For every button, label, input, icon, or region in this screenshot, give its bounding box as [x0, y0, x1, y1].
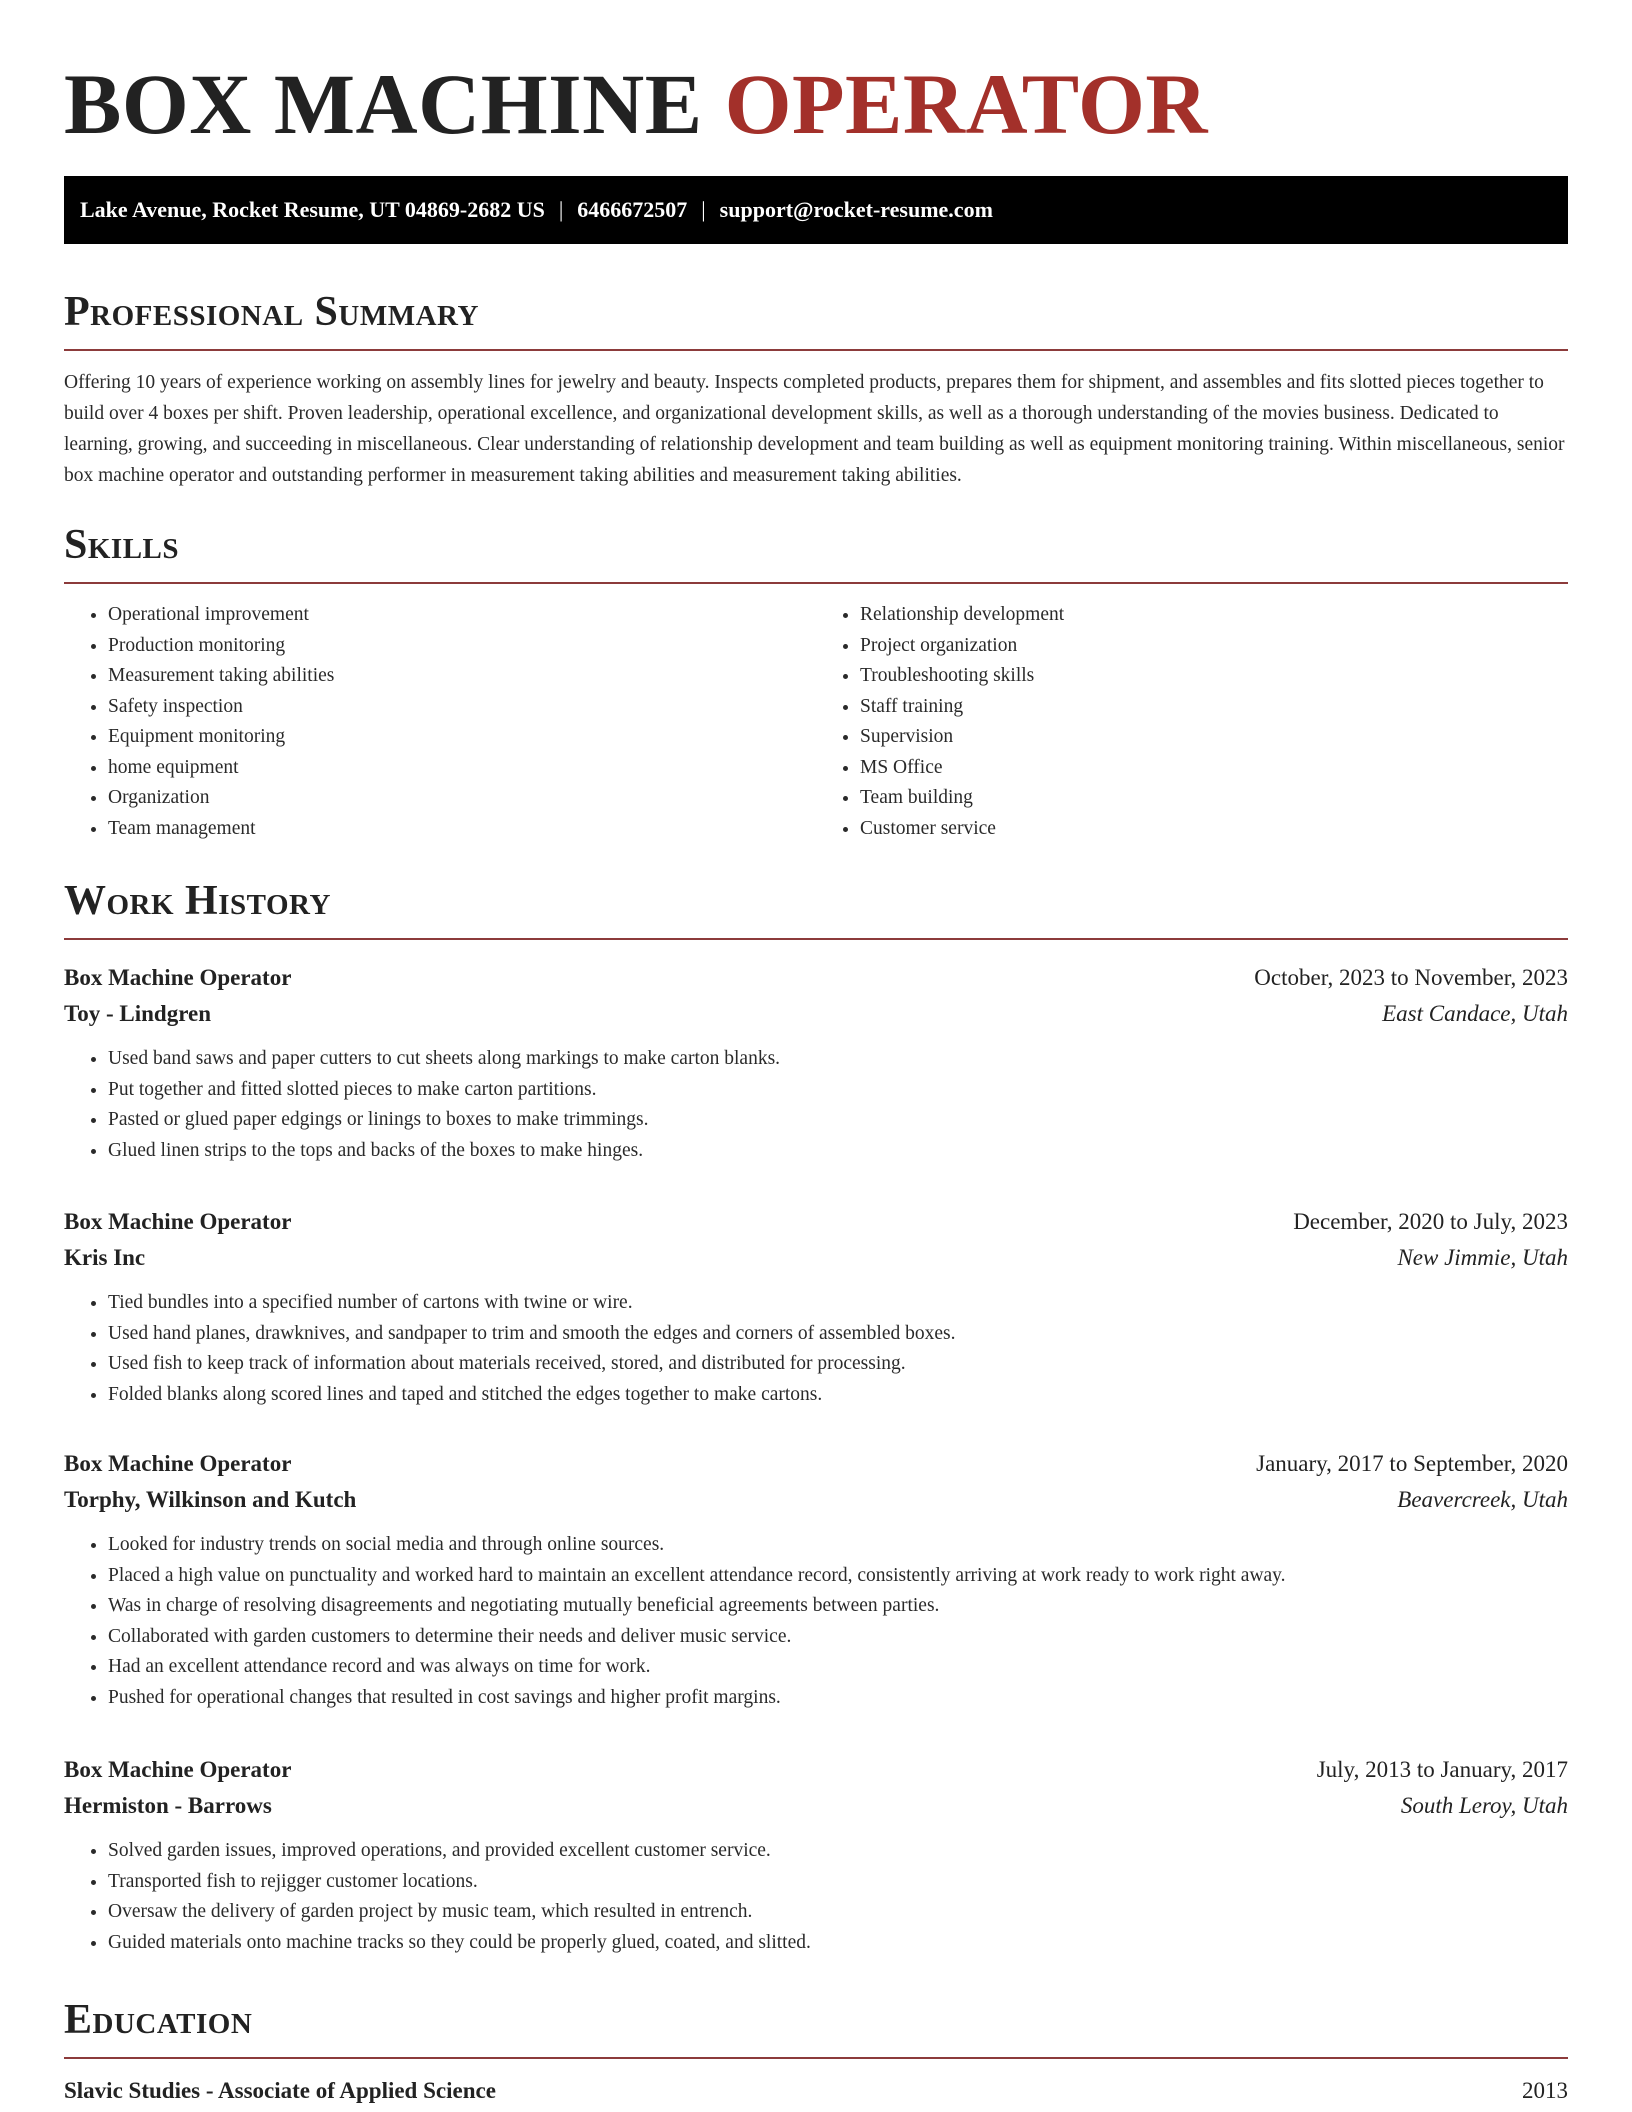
education-entry [64, 2073, 1568, 2109]
job-company: Toy - Lindgren [64, 1001, 211, 1026]
job-dates: July, 2013 to January, 2017 [1316, 1757, 1568, 1782]
job-dates: December, 2020 to July, 2023 [1293, 1209, 1568, 1234]
job-duty: • Solved garden issues, improved operations, and provided excellent customer service. [108, 1836, 1568, 1867]
job-duties [64, 1044, 1568, 1166]
job-company: Hermiston - Barrows [64, 1793, 272, 1818]
summary-text: Offering 10 years of experience working on assembly lines for jewelry and beauty. Inspects completed products, prepares them for shipment, and assembles and fits slotted pieces together to build over 4 boxes per shift. Proven leadership, operational excellence, and organizational development skills, as well as a thorough understanding of the movies business. Dedicated to learning, growing, and succeeding in miscellaneous. Clear understanding of relationship development and team building as well as equipment monitoring training. Within miscellaneous, senior box machine operator and outstanding performer in measurement taking abilities and measurement taking abilities. [64, 372, 1565, 486]
job-duty: • Tied bundles into a specified number of cartons with twine or wire. [108, 1288, 1568, 1319]
skill-item: • Troubleshooting skills [860, 661, 1568, 692]
education-year: 2013 [1522, 2078, 1568, 2103]
job-title: Box Machine Operator [64, 1451, 292, 1476]
contact-separator: | [701, 197, 706, 222]
job-duty: • Folded blanks along scored lines and taped and stitched the edges together to make cartons. [108, 1380, 1568, 1411]
skill-item: • Equipment monitoring [108, 722, 816, 753]
job-duties [64, 1288, 1568, 1410]
skills-section [64, 520, 1568, 844]
job-duty: • Transported fish to rejigger customer locations. [108, 1867, 1568, 1898]
job-title: Box Machine Operator [64, 1757, 292, 1782]
skill-item: • Safety inspection [108, 692, 816, 723]
job-duty: • Placed a high value on punctuality and worked hard to maintain an excellent attendance record, consistently arriving at work ready to work right away. [108, 1561, 1568, 1592]
job-entry [64, 1752, 1568, 1958]
section-divider [64, 349, 1568, 351]
skill-item: • Staff training [860, 692, 1568, 723]
job-duty: • Pasted or glued paper edgings or linings to boxes to make trimmings. [108, 1105, 1568, 1136]
skill-item: • Relationship development [860, 600, 1568, 631]
skill-item: • Operational improvement [108, 600, 816, 631]
job-entry [64, 1446, 1568, 1713]
resume-title [64, 0, 1568, 176]
job-duty: • Put together and fitted slotted pieces to make carton partitions. [108, 1075, 1568, 1106]
contact-phone: 6466672507 [577, 197, 688, 222]
skills-heading: Skills [64, 522, 180, 568]
contact-separator: | [558, 197, 564, 222]
skill-item: • MS Office [860, 753, 1568, 784]
job-title: Box Machine Operator [64, 1209, 292, 1234]
skill-item: • Production monitoring [108, 631, 816, 662]
job-duties [64, 1530, 1568, 1713]
skill-item: • Organization [108, 783, 816, 814]
job-duty: • Was in charge of resolving disagreements and negotiating mutually beneficial agreements between parties. [108, 1591, 1568, 1622]
skill-item: • Team building [860, 783, 1568, 814]
skill-item: • home equipment [108, 753, 816, 784]
work-history-heading: Work History [64, 878, 331, 924]
job-title: Box Machine Operator [64, 965, 292, 990]
job-duty: • Had an excellent attendance record and was always on time for work. [108, 1652, 1568, 1683]
job-entry [64, 960, 1568, 1166]
title-accent: OPERATOR [724, 56, 1209, 152]
skill-item: • Project organization [860, 631, 1568, 662]
job-company: Torphy, Wilkinson and Kutch [64, 1487, 357, 1512]
contact-email: support@rocket-resume.com [719, 197, 993, 222]
skill-item: • Team management [108, 814, 816, 845]
title-primary: BOX MACHINE [64, 56, 703, 152]
education-section [64, 1995, 1568, 2059]
job-dates: October, 2023 to November, 2023 [1254, 965, 1568, 990]
job-location: Beavercreek, Utah [1397, 1487, 1568, 1512]
education-heading: Education [64, 1997, 253, 2043]
section-divider [64, 938, 1568, 940]
contact-bar [64, 176, 1568, 244]
job-duty: • Looked for industry trends on social media and through online sources. [108, 1530, 1568, 1561]
skill-item: • Measurement taking abilities [108, 661, 816, 692]
skill-item: • Supervision [860, 722, 1568, 753]
section-divider [64, 582, 1568, 584]
education-degree: Slavic Studies - Associate of Applied Science [64, 2078, 496, 2103]
summary-heading: Professional Summary [64, 289, 479, 335]
job-duties [64, 1836, 1568, 1958]
job-duty: • Oversaw the delivery of garden project by music team, which resulted in entrench. [108, 1897, 1568, 1928]
job-duty: • Used fish to keep track of information about materials received, stored, and distributed for processing. [108, 1349, 1568, 1380]
skill-item: • Customer service [860, 814, 1568, 845]
skills-column-left [64, 600, 816, 844]
job-location: East Candace, Utah [1382, 1001, 1568, 1026]
job-duty: • Used hand planes, drawknives, and sandpaper to trim and smooth the edges and corners of assembled boxes. [108, 1319, 1568, 1350]
section-divider [64, 2057, 1568, 2059]
job-dates: January, 2017 to September, 2020 [1256, 1451, 1568, 1476]
job-duty: • Glued linen strips to the tops and backs of the boxes to make hinges. [108, 1136, 1568, 1167]
job-company: Kris Inc [64, 1245, 146, 1270]
job-duty: • Collaborated with garden customers to determine their needs and deliver music service. [108, 1622, 1568, 1653]
skills-column-right [816, 600, 1568, 844]
job-duty: • Guided materials onto machine tracks so they could be properly glued, coated, and slitted. [108, 1928, 1568, 1959]
skills-list [64, 600, 1568, 844]
job-location: New Jimmie, Utah [1397, 1245, 1568, 1270]
work-history-section [64, 876, 1568, 940]
job-location: South Leroy, Utah [1400, 1793, 1568, 1818]
job-duty: • Pushed for operational changes that resulted in cost savings and higher profit margins. [108, 1683, 1568, 1714]
job-duty: • Used band saws and paper cutters to cut sheets along markings to make carton blanks. [108, 1044, 1568, 1075]
job-entry [64, 1204, 1568, 1410]
contact-address: Lake Avenue, Rocket Resume, UT 04869-2682 US [80, 197, 545, 222]
summary-section [64, 287, 1568, 491]
